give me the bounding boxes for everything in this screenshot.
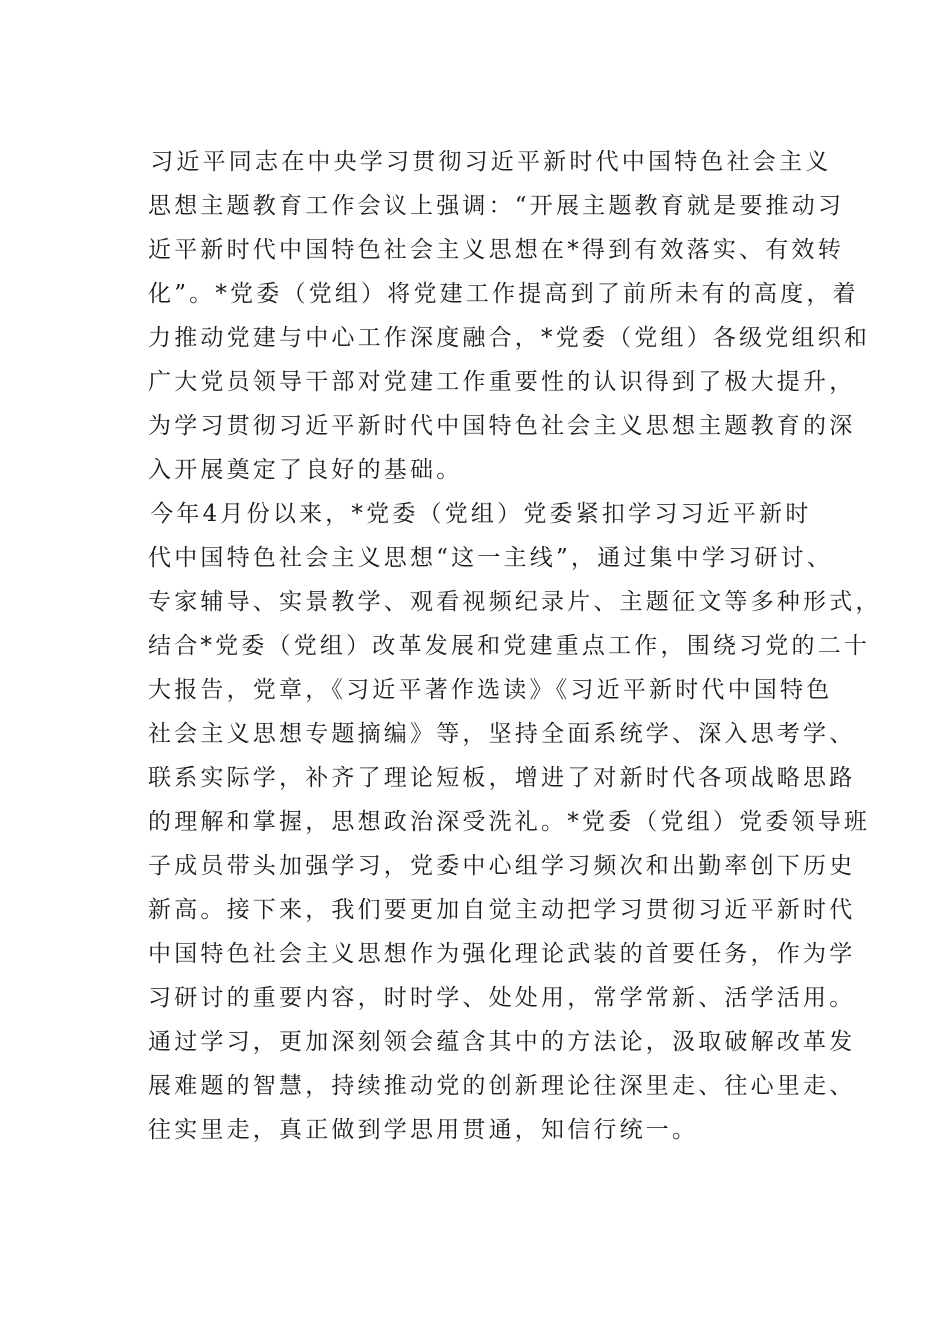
paragraph-line: 大报告，党章，《习近平著作选读》《习近平新时代中国特色 bbox=[148, 677, 833, 703]
paragraph-line: 通过学习，更加深刻领会蕴含其中的方法论，汲取破解改革发 bbox=[148, 1029, 856, 1055]
paragraph-line: 力推动党建与中心工作深度融合，*党委（党组）各级党组织和 bbox=[148, 325, 871, 351]
paragraph-line: 往实里走，真正做到学思用贯通，知信行统一。 bbox=[148, 1117, 699, 1143]
paragraph-line: 展难题的智慧，持续推动党的创新理论往深里走、往心里走、 bbox=[148, 1073, 856, 1099]
paragraph-line: 思想主题教育工作会议上强调：“开展主题教育就是要推动习 bbox=[148, 193, 845, 219]
paragraph-line: 代中国特色社会主义思想“这一主线”，通过集中学习研讨、 bbox=[148, 545, 833, 571]
paragraph-line: 今年4月份以来，*党委（党组）党委紧扣学习习近平新时 bbox=[124, 501, 812, 527]
paragraph-line: 中国特色社会主义思想作为强化理论武装的首要任务，作为学 bbox=[148, 941, 856, 967]
paragraph-line: 结合*党委（党组）改革发展和党建重点工作，围绕习党的二十 bbox=[148, 633, 871, 659]
paragraph-line: 专家辅导、实景教学、观看视频纪录片、主题征文等多种形式， bbox=[148, 589, 882, 615]
paragraph-line: 新高。接下来，我们要更加自觉主动把学习贯彻习近平新时代 bbox=[148, 897, 856, 923]
paragraph-line: 社会主义思想专题摘编》等，坚持全面系统学、深入思考学、 bbox=[148, 721, 856, 747]
paragraph-line: 近平新时代中国特色社会主义思想在*得到有效落实、有效转 bbox=[148, 237, 844, 263]
paragraph-line: 化”。*党委（党组）将党建工作提高到了前所未有的高度，着 bbox=[148, 281, 859, 307]
paragraph-line: 广大党员领导干部对党建工作重要性的认识得到了极大提升， bbox=[148, 369, 856, 395]
paragraph-2 bbox=[124, 492, 882, 1152]
paragraph-line: 入开展奠定了良好的基础。 bbox=[148, 457, 463, 483]
paragraph-line: 联系实际学，补齐了理论短板，增进了对新时代各项战略思路 bbox=[148, 765, 856, 791]
paragraph-line: 子成员带头加强学习，党委中心组学习频次和出勤率创下历史 bbox=[148, 853, 856, 879]
paragraph-line: 习研讨的重要内容，时时学、处处用，常学常新、活学活用。 bbox=[148, 985, 856, 1011]
paragraph-1 bbox=[124, 140, 871, 492]
paragraph-line: 习近平同志在中央学习贯彻习近平新时代中国特色社会主义 bbox=[124, 149, 832, 175]
paragraph-line: 为学习贯彻习近平新时代中国特色社会主义思想主题教育的深 bbox=[148, 413, 856, 439]
paragraph-line: 的理解和掌握，思想政治深受洗礼。*党委（党组）党委领导班 bbox=[148, 809, 871, 835]
document-body bbox=[124, 140, 882, 1152]
